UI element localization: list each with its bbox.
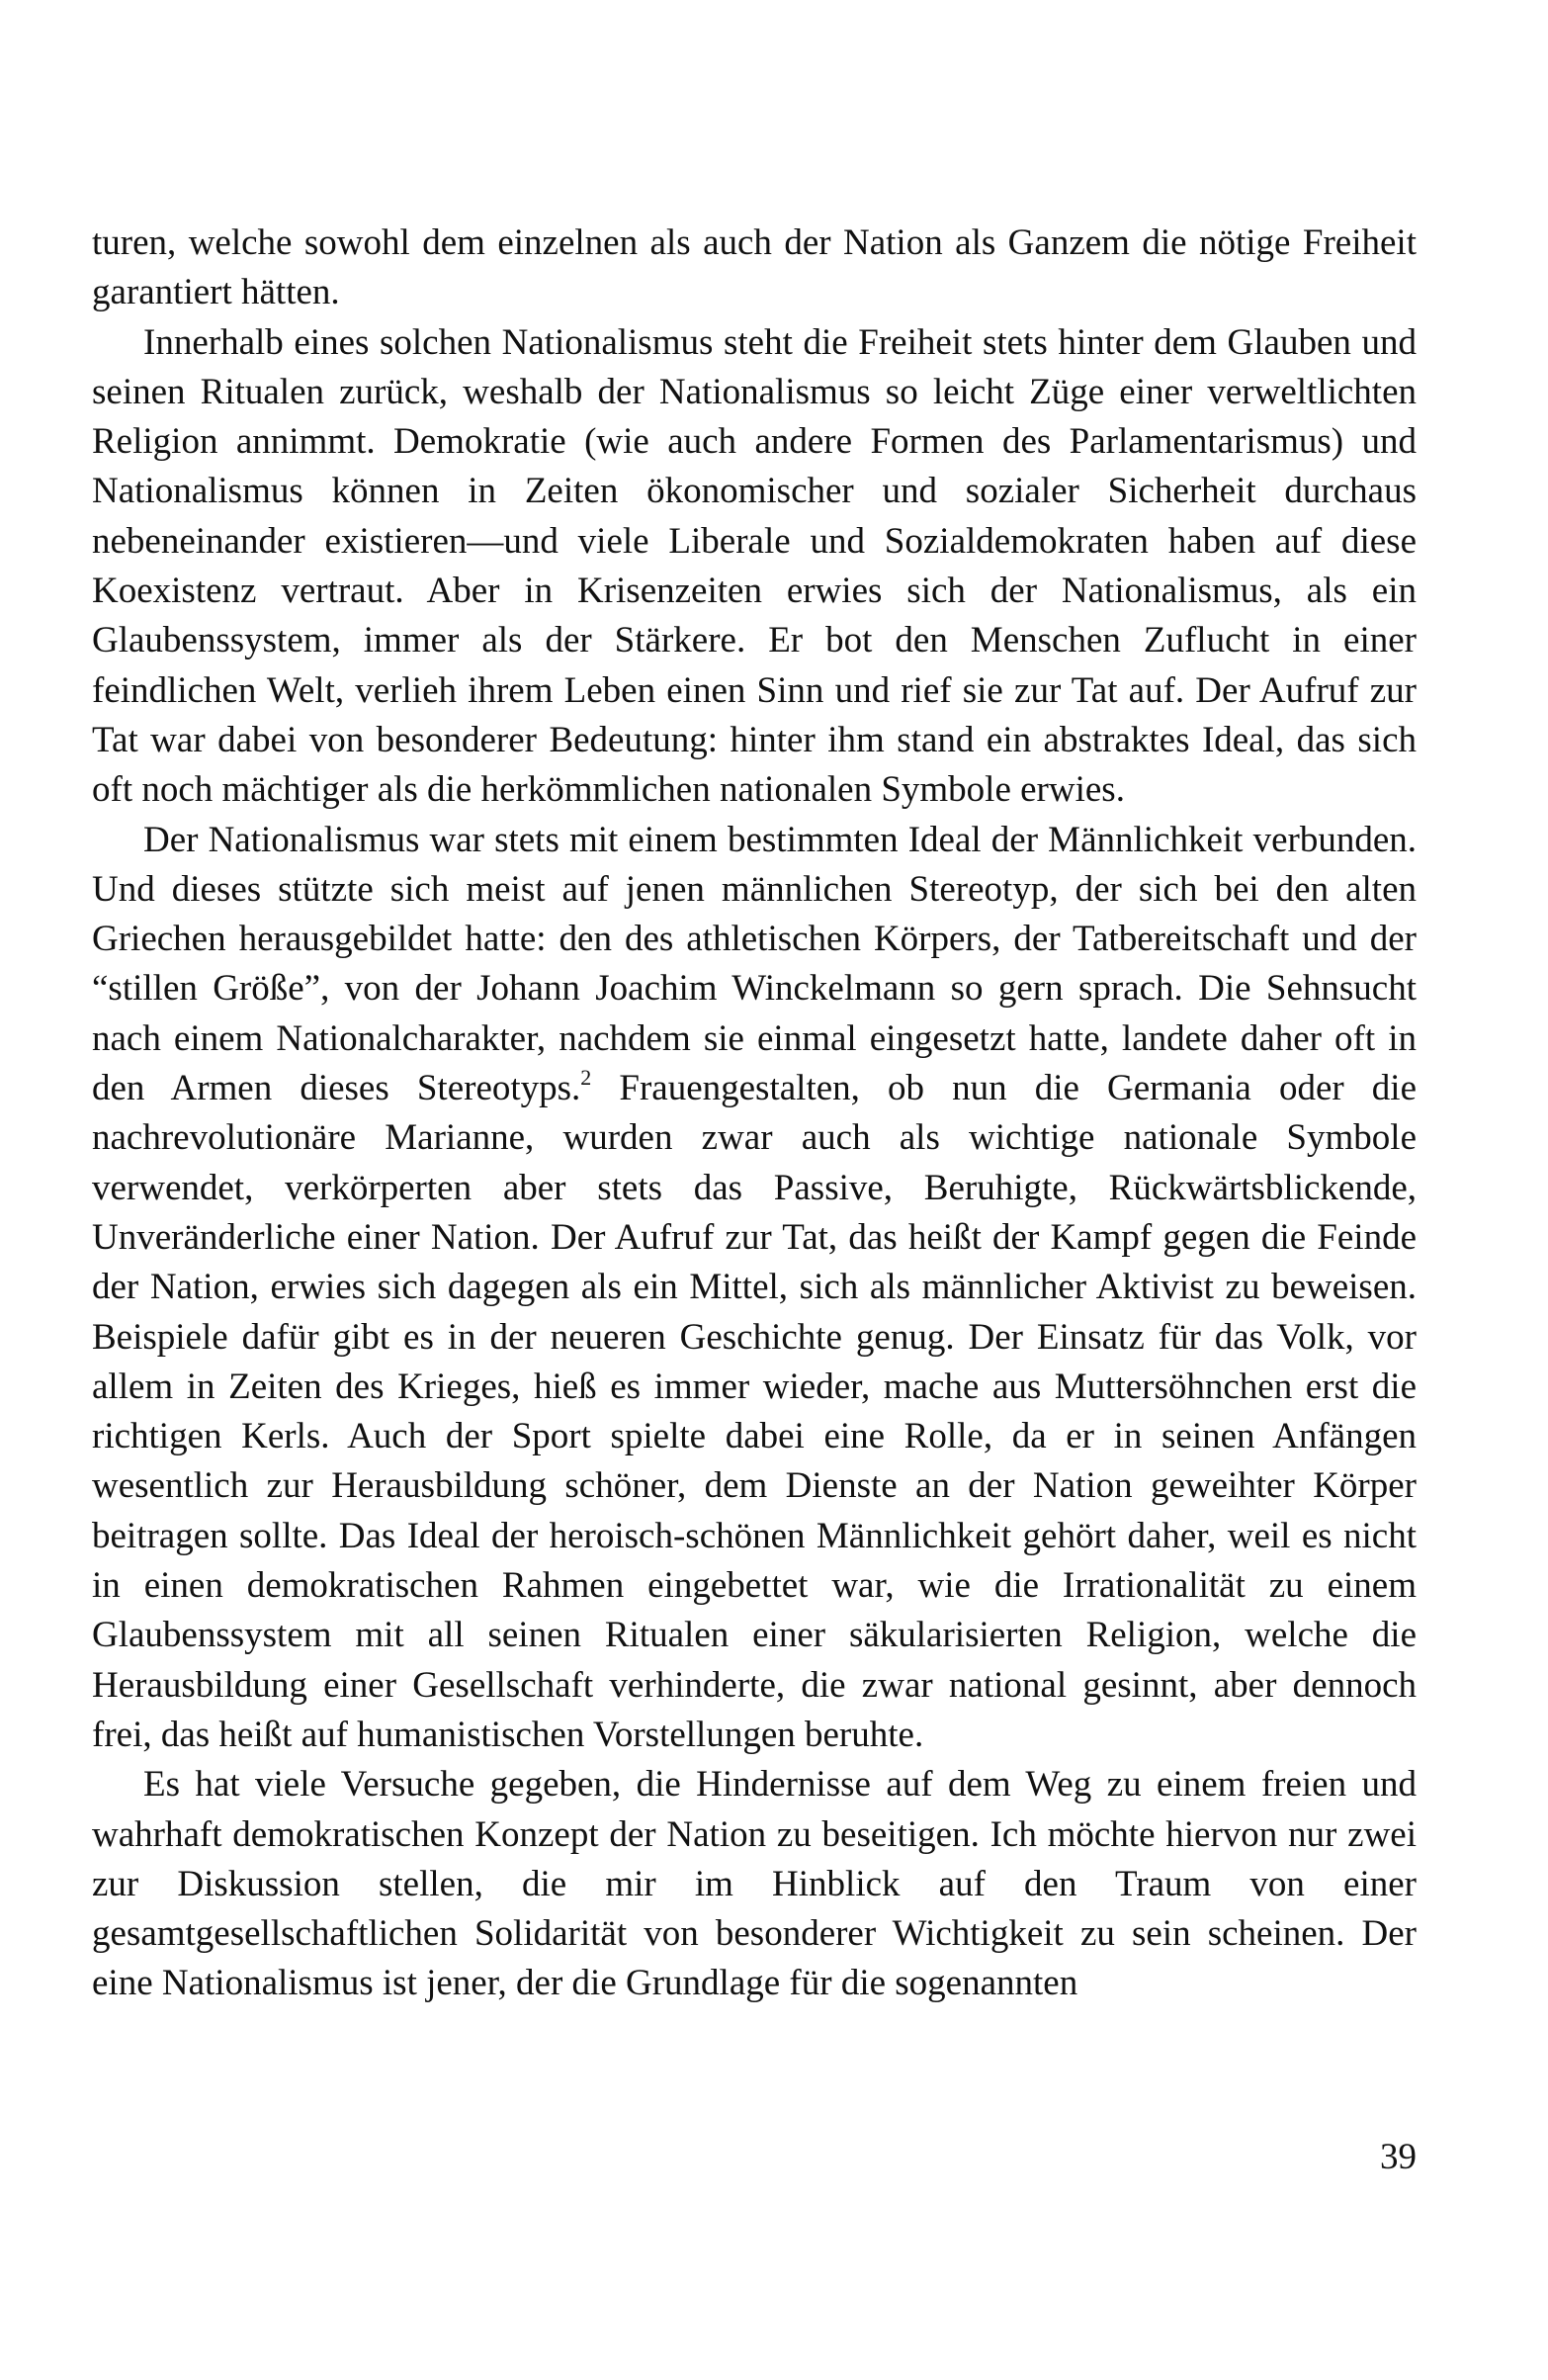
paragraph-democratic-concept: Es hat viele Versuche gegeben, die Hindernisse auf dem Weg zu einem freien und wahrhaft demokratischen Konzept der Nation zu beseitigen. Ich möchte hiervon nur zwei zur Diskussion stellen, die mir im Hinblick auf den Traum von einer gesamtgesellschaftlichen Solidarität von besonderer Wichtigkeit zu sein scheinen. Der eine Nationalismus ist jener, der die Grundlage für die sogenannten bbox=[92, 1764, 1417, 2004]
paragraph-masculinity-ideal bbox=[92, 816, 1417, 1761]
footnote-marker: 2 bbox=[580, 1065, 592, 1091]
paragraph-continuation: turen, welche sowohl dem einzelnen als auch der Nation als Ganzem die nötige Freiheit garantiert hätten. bbox=[92, 222, 1417, 313]
paragraph-masculinity-part-1: Der Nationalismus war stets mit einem bestimmten Ideal der Männlichkeit verbunden. Und dieses stützte sich meist auf jenen männlichen Stereotyp, der sich bei den alten Griechen herausgebildet hatte: den des athletischen Körpers, der Tatbereitschaft und der “stillen Größe”, von der Johann Joachim Winckelmann so gern sprach. Die Sehnsucht nach einem Nationalcharakter, nachdem sie einmal eingesetzt hatte, landete daher oft in den Armen dieses Stereotyps. bbox=[92, 819, 1417, 1109]
body-text bbox=[92, 219, 1417, 2009]
page-number: 39 bbox=[1380, 2137, 1417, 2177]
paragraph-nationalism-faith: Innerhalb eines solchen Nationalismus steht die Freiheit stets hinter dem Glauben und seinen Ritualen zurück, weshalb der Nationalismus so leicht Züge einer verweltlichten Religion annimmt. Demokratie (wie auch andere Formen des Parlamentarismus) und Nationalismus können in Zeiten ökonomischer und sozialer Sicherheit durchaus nebeneinander existieren—und viele Liberale und Sozialdemokraten haben auf diese Koexistenz vertraut. Aber in Krisenzeiten erwies sich der Nationalismus, als ein Glaubenssystem, immer als der Stärkere. Er bot den Menschen Zuflucht in einer feindlichen Welt, verlieh ihrem Leben einen Sinn und rief sie zur Tat auf. Der Aufruf zur Tat war dabei von besonderer Bedeutung: hinter ihm stand ein abstraktes Ideal, das sich oft noch mächtiger als die herkömmlichen nationalen Symbole erwies. bbox=[92, 321, 1417, 811]
paragraph-masculinity-part-2: Frauengestalten, ob nun die Germania oder die nachrevolutionäre Marianne, wurden zwar auch als wichtige nationale Symbole verwendet, verkörperten aber stets das Passive, Beruhigte, Rückwärtsblickende, Unveränderliche einer Nation. Der Aufruf zur Tat, das heißt der Kampf gegen die Feinde der Nation, erwies sich dagegen als ein Mittel, sich als männlicher Aktivist zu beweisen. Beispiele dafür gibt es in der neueren Geschichte genug. Der Einsatz für das Volk, vor allem in Zeiten des Krieges, hieß es immer wieder, mache aus Muttersöhnchen erst die richtigen Kerls. Auch der Sport spielte dabei eine Rolle, da er in seinen Anfängen wesentlich zur Herausbildung schöner, dem Dienste an der Nation geweihter Körper beitragen sollte. Das Ideal der heroisch-schönen Männlichkeit gehört daher, weil es nicht in einen demokratischen Rahmen eingebettet war, wie die Irrationalität zu einem Glaubenssystem mit all seinen Ritualen einer säkularisierten Religion, welche die Herausbildung einer Gesellschaft verhinderte, die zwar national gesinnt, aber dennoch frei, das heißt auf humanistischen Vorstellungen beruhte. bbox=[92, 1068, 1418, 1755]
